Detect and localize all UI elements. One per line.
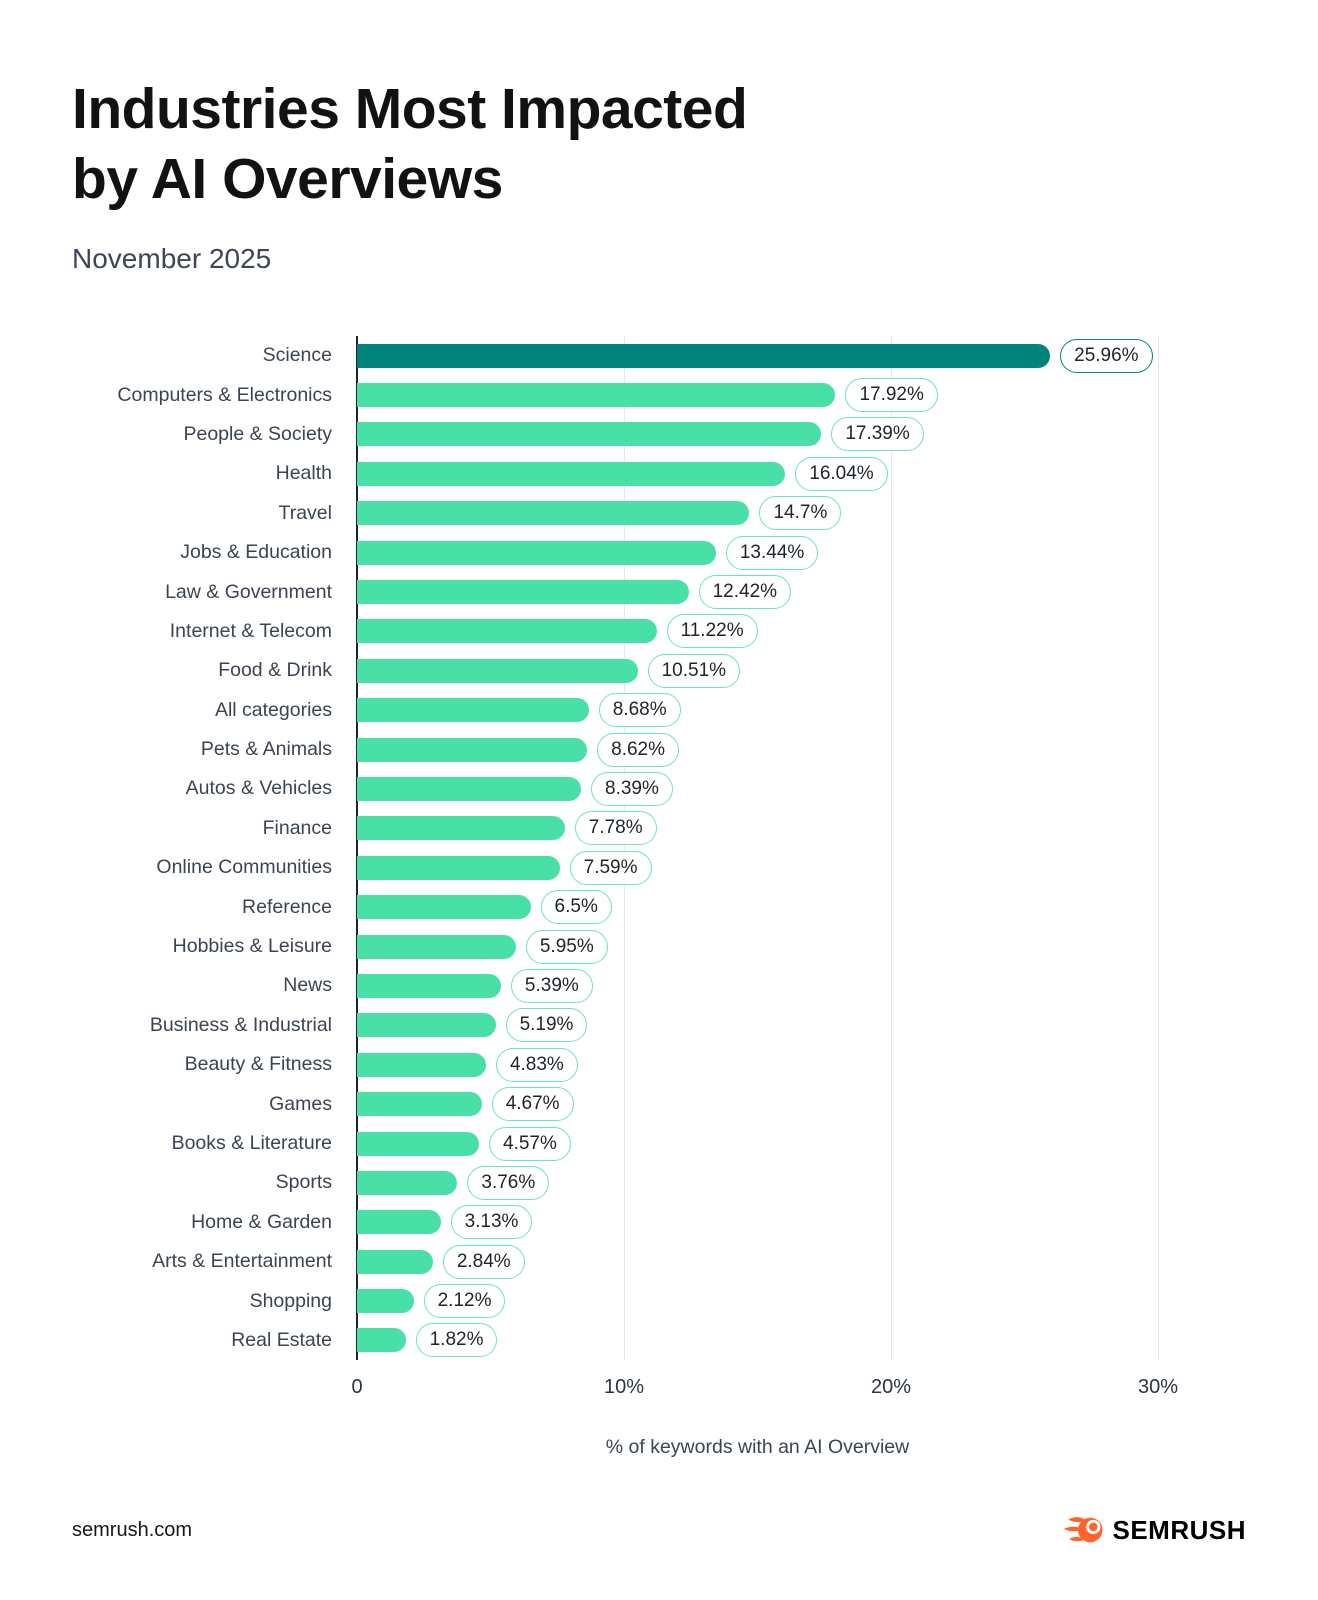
bar-row	[72, 1006, 1246, 1045]
bar-row	[72, 1242, 1246, 1281]
bar	[357, 1013, 496, 1037]
bar-track	[357, 612, 1246, 651]
bar-row	[72, 769, 1246, 808]
category-label: All categories	[214, 698, 332, 721]
bar	[357, 777, 581, 801]
source-url: semrush.com	[72, 1518, 193, 1541]
category-label: Finance	[262, 816, 332, 839]
value-badge: 17.39%	[831, 417, 923, 451]
value-badge: 14.7%	[759, 496, 841, 530]
bar-row	[72, 454, 1246, 493]
bar-row	[72, 494, 1246, 533]
bar	[357, 1092, 482, 1116]
value-badge: 1.82%	[416, 1323, 498, 1357]
category-label: Hobbies & Leisure	[172, 935, 332, 958]
bar	[357, 659, 638, 683]
bar-row	[72, 572, 1246, 611]
bar	[357, 501, 749, 525]
bar-row	[72, 1163, 1246, 1202]
bar	[357, 816, 565, 840]
value-badge: 3.13%	[451, 1205, 533, 1239]
bar-track	[357, 1203, 1246, 1242]
category-label: Business & Industrial	[149, 1013, 332, 1036]
bar-track	[357, 809, 1246, 848]
bar	[357, 1250, 433, 1274]
bar-track	[357, 533, 1246, 572]
bar	[357, 1053, 486, 1077]
value-badge: 4.67%	[492, 1087, 574, 1121]
bar	[357, 1210, 441, 1234]
category-label: Pets & Animals	[200, 738, 332, 761]
page-title-line2: by AI Overviews	[72, 147, 503, 211]
value-badge: 10.51%	[648, 654, 740, 688]
category-label: Games	[269, 1092, 332, 1115]
bar-row	[72, 887, 1246, 926]
category-label: Food & Drink	[218, 659, 332, 682]
bar-row	[72, 533, 1246, 572]
bar-track	[357, 887, 1246, 926]
value-badge: 5.95%	[526, 930, 608, 964]
page-title-line1: Industries Most Impacted	[72, 77, 748, 141]
header	[0, 0, 1318, 276]
bar-track	[357, 848, 1246, 887]
bar-row	[72, 848, 1246, 887]
bar-track	[357, 769, 1246, 808]
bar-row	[72, 691, 1246, 730]
semrush-logo-text: SEMRUSH	[1112, 1514, 1246, 1545]
category-label: Home & Garden	[191, 1210, 332, 1233]
bar-row	[72, 1281, 1246, 1320]
x-axis	[351, 1376, 1246, 1402]
value-badge: 6.5%	[541, 890, 612, 924]
x-tick-10%: 10%	[603, 1376, 645, 1399]
value-badge: 5.19%	[506, 1008, 588, 1042]
bar-row	[72, 612, 1246, 651]
bar-track	[357, 1124, 1246, 1163]
subtitle-date: November 2025	[72, 243, 272, 274]
value-badge: 12.42%	[699, 575, 791, 609]
bar-track	[357, 1163, 1246, 1202]
bar-track	[357, 651, 1246, 690]
bar-track	[357, 1242, 1246, 1281]
category-label: Sports	[275, 1171, 332, 1194]
bar-row	[72, 415, 1246, 454]
bar	[357, 383, 835, 407]
value-badge: 4.83%	[496, 1048, 578, 1082]
bar-track	[357, 691, 1246, 730]
bar	[357, 541, 716, 565]
x-tick-0: 0	[351, 1376, 363, 1399]
bar	[357, 974, 501, 998]
semrush-logo	[1064, 1512, 1246, 1548]
bar	[357, 1328, 406, 1352]
bar	[357, 856, 560, 880]
bar-row	[72, 1321, 1246, 1360]
bar-row	[72, 1084, 1246, 1123]
bar-row	[72, 375, 1246, 414]
category-label: People & Society	[183, 422, 332, 445]
value-badge: 7.78%	[575, 811, 657, 845]
value-badge: 5.39%	[511, 969, 593, 1003]
value-badge: 13.44%	[726, 536, 818, 570]
category-label: Internet & Telecom	[169, 619, 332, 642]
value-badge: 4.57%	[489, 1127, 571, 1161]
bar-track	[357, 1084, 1246, 1123]
bar	[357, 462, 785, 486]
category-label: Travel	[278, 501, 332, 524]
bar-track	[357, 966, 1246, 1005]
page-title	[72, 74, 1246, 214]
category-label: Science	[262, 344, 332, 367]
category-label: Jobs & Education	[180, 541, 332, 564]
category-label: Online Communities	[156, 856, 332, 879]
bar	[357, 580, 689, 604]
bar-track	[357, 415, 1246, 454]
value-badge: 8.62%	[597, 733, 679, 767]
bar-row	[72, 1124, 1246, 1163]
bar-track	[357, 927, 1246, 966]
value-badge: 7.59%	[570, 851, 652, 885]
category-label: Beauty & Fitness	[184, 1053, 332, 1076]
footer	[72, 1512, 1246, 1548]
category-label: Real Estate	[231, 1328, 332, 1351]
value-badge: 2.12%	[424, 1284, 506, 1318]
bar-row	[72, 730, 1246, 769]
bar	[357, 1171, 457, 1195]
bar-row	[72, 651, 1246, 690]
bar-row	[72, 927, 1246, 966]
value-badge: 25.96%	[1060, 339, 1152, 373]
category-label: Computers & Electronics	[117, 383, 332, 406]
bar-row	[72, 1045, 1246, 1084]
bar-row	[72, 336, 1246, 375]
bar	[357, 935, 516, 959]
bar-row	[72, 1203, 1246, 1242]
chart-body	[72, 336, 1246, 1360]
x-axis-label: % of keywords with an AI Overview	[605, 1436, 910, 1459]
category-label: Health	[275, 462, 332, 485]
bar-track	[357, 1006, 1246, 1045]
bar	[357, 1132, 479, 1156]
category-label: Books & Literature	[171, 1132, 332, 1154]
value-badge: 16.04%	[795, 457, 887, 491]
bar-track	[357, 1045, 1246, 1084]
bar-track	[357, 572, 1246, 611]
bar-chart	[72, 336, 1246, 1459]
x-tick-20%: 20%	[870, 1376, 912, 1399]
bar	[357, 344, 1050, 368]
semrush-logo-icon	[1064, 1512, 1106, 1548]
bar	[357, 1289, 414, 1313]
category-label: Shopping	[249, 1289, 332, 1312]
category-label: News	[283, 974, 332, 997]
bar	[357, 422, 821, 446]
category-label: Autos & Vehicles	[185, 777, 332, 800]
bar-track	[357, 1281, 1246, 1320]
bar-rows	[72, 336, 1246, 1360]
bar	[357, 698, 589, 722]
bar-track	[357, 454, 1246, 493]
x-tick-30%: 30%	[1137, 1376, 1179, 1399]
value-badge: 2.84%	[443, 1245, 525, 1279]
value-badge: 8.39%	[591, 772, 673, 806]
bar	[357, 619, 657, 643]
category-label: Reference	[242, 895, 332, 918]
bar-track	[357, 494, 1246, 533]
bar-track	[357, 336, 1246, 375]
category-label: Law & Government	[165, 580, 332, 603]
bar-row	[72, 809, 1246, 848]
bar-track	[357, 375, 1246, 414]
bar-track	[357, 730, 1246, 769]
bar	[357, 895, 531, 919]
value-badge: 3.76%	[467, 1166, 549, 1200]
value-badge: 11.22%	[667, 614, 758, 648]
bar	[357, 738, 587, 762]
value-badge: 17.92%	[845, 378, 937, 412]
category-label: Arts & Entertainment	[152, 1250, 332, 1273]
bar-row	[72, 966, 1246, 1005]
bar-track	[357, 1321, 1246, 1360]
value-badge: 8.68%	[599, 693, 681, 727]
